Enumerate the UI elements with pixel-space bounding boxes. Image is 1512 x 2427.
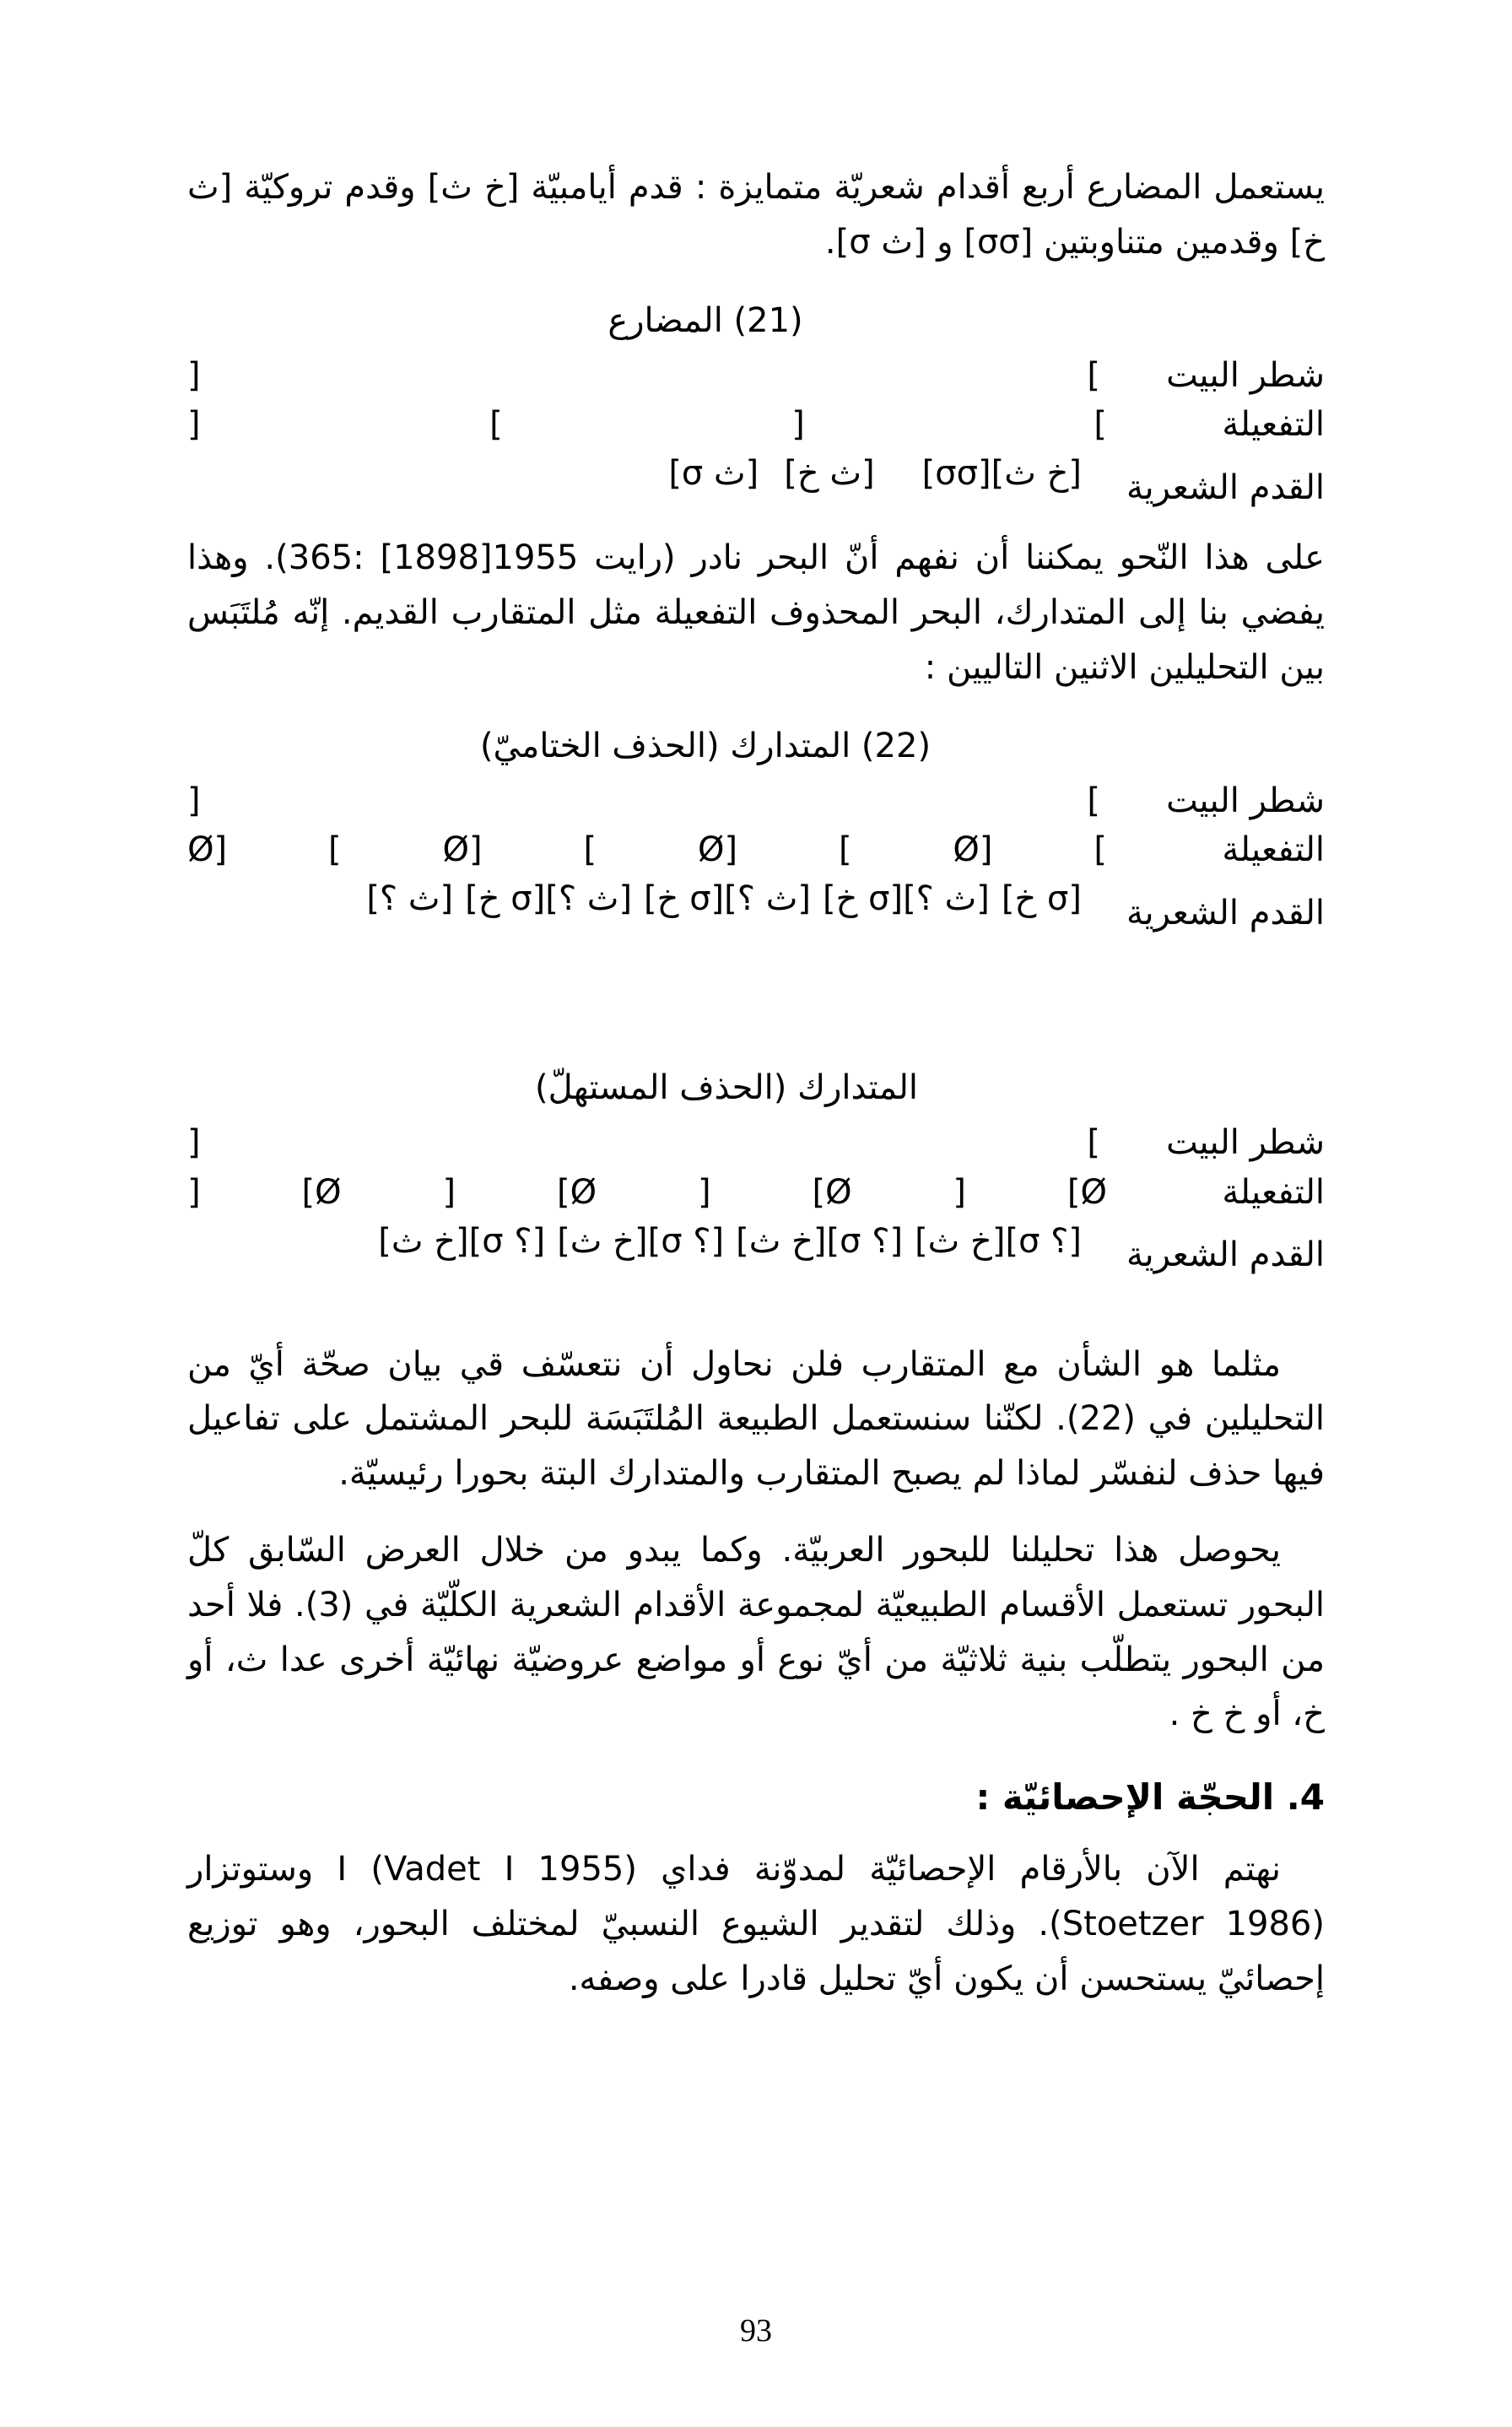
paragraph-after-example-21: على هذا النّحو يمكننا أن نفهم أنّ البحر نادر (رايت 1955[1898] :365). وهذا يفضي بنا إلى المتدارك، البحر المحذوف التفعيلة مثل المتقارب القديم. إنّه مُلتَبَس بين التحليلين الاثنين التاليين : (187, 538, 1326, 687)
section-heading-4: 4. الحجّة الإحصائيّة : (975, 1776, 1325, 1819)
example-22-row-foot (187, 874, 1325, 938)
bracket-cell: [Ø (442, 830, 483, 869)
foot-cell: [خ ث] (736, 1221, 827, 1261)
foot-cell: [σσ] (921, 454, 991, 494)
row-cells-foot (187, 449, 1107, 498)
row-label-hemistich: شطر البيت (1166, 355, 1325, 395)
foot-cell: [ث ؟] (545, 879, 633, 919)
example-22b-row-hemistich (187, 1118, 1325, 1167)
bracket-cell: ] (328, 830, 342, 869)
vertical-gap (187, 956, 1325, 1037)
spacer (903, 1217, 915, 1266)
bracket-cell: Ø] (301, 1172, 342, 1212)
foot-cell: [ث ؟] (724, 879, 811, 919)
paragraph-after-example-22-b: يحوصل هذا تحليلنا للبحور العربيّة. وكما يبدو من خلال العرض السّابق كلّ البحور تستعمل الأقسام الطبيعيّة لمجموعة الأقدام الشعرية الكلّيّة في (3). فلا أحد من البحور يتطلّب بنية ثلاثيّة من أيّ نوع أو مواضع عروضيّة نهائيّة أخرى عدا ث، أو خ، أو خ خ . (187, 1531, 1325, 1734)
row-cells-tafila (187, 400, 1107, 449)
foot-cell: [خ ث] (915, 1221, 1006, 1261)
spacer (811, 874, 823, 923)
row-cells-hemistich (187, 1118, 1107, 1167)
spacer (453, 874, 465, 923)
row-cells-hemistich (187, 351, 1107, 400)
row-label-foot: القدم الشعرية (1126, 1235, 1325, 1275)
bracket-cell: [ (791, 404, 805, 444)
foot-cell: [؟ σ] (647, 1221, 725, 1261)
bracket-cell: Ø] (812, 1172, 852, 1212)
foot-cell: [σ خ] (465, 879, 546, 919)
example-22b-row-tafila (187, 1168, 1325, 1217)
foot-cell: [؟ σ] (1005, 1221, 1082, 1261)
spacer (1082, 1217, 1107, 1266)
row-label-foot: القدم الشعرية (1126, 893, 1325, 932)
row-label-tafila: التفعيلة (1222, 830, 1325, 869)
spacer (545, 1217, 557, 1266)
bracket-cell: Ø] (1066, 1172, 1107, 1212)
bracket-cell: [ (697, 1172, 711, 1212)
bracket-cell: ] (1087, 781, 1100, 820)
bracket-cell: [Ø (953, 830, 993, 869)
row-cells-foot (187, 1217, 1107, 1266)
row-cells-hemistich (187, 776, 1107, 825)
foot-cell: [ث ؟] (903, 879, 990, 919)
page-number: 93 (740, 2313, 772, 2349)
foot-cell: [خ ث] (378, 1221, 469, 1261)
foot-cell: [σ خ] (1001, 879, 1082, 919)
example-block-22 (187, 721, 1325, 938)
bracket-cell: ] (838, 830, 852, 869)
foot-cell: [؟ σ] (468, 1221, 546, 1261)
spacer (875, 449, 922, 498)
bracket-cell: [Ø (187, 830, 228, 869)
example-block-21 (187, 295, 1325, 513)
example-22-row-tafila (187, 825, 1325, 874)
bracket-cell: [ (187, 1172, 201, 1212)
spacer (1082, 449, 1107, 498)
example-22b-title: المتدارك (الحذف المستهلّ) (534, 1068, 919, 1108)
foot-cell: [خ ث] (557, 1221, 648, 1261)
paragraph-after-example-22-a: مثلما هو الشأن مع المتقارب فلن نحاول أن نتعسّف قي بيان صحّة أيّ من التحليلين في (22). لكنّنا سنستعمل الطبيعة المُلتَبَسَة للبحر المشتمل على تفاعيل فيها حذف لنفسّر لماذا لم يصبح المتقارب والمتدارك البتة بحورا رئيسيّة. (187, 1344, 1325, 1494)
foot-cell: [ث σ] (668, 454, 759, 494)
bracket-cell: ] (489, 404, 503, 444)
bracket-cell: ] (1087, 355, 1100, 395)
spacer (632, 874, 644, 923)
foot-cell: [σ خ] (644, 879, 725, 919)
spacer (759, 449, 784, 498)
example-21-title: (21) المضارع (608, 300, 803, 340)
bracket-cell: Ø] (557, 1172, 597, 1212)
foot-cell: [ث خ] (784, 454, 875, 494)
row-label-tafila: التفعيلة (1222, 404, 1325, 444)
example-22-row-hemistich (187, 776, 1325, 825)
spacer (1082, 874, 1107, 923)
foot-cell: [خ ث] (991, 454, 1082, 494)
example-22b-row-foot (187, 1217, 1325, 1280)
row-cells-tafila (187, 1168, 1107, 1217)
bracket-cell: [ (187, 1123, 201, 1163)
example-22-title: (22) المتدارك (الحذف الختاميّ) (479, 726, 932, 765)
bracket-cell: [ (442, 1172, 456, 1212)
row-cells-foot (187, 874, 1107, 923)
bracket-cell: [Ø (697, 830, 738, 869)
row-label-tafila: التفعيلة (1222, 1172, 1325, 1212)
bracket-cell: [ (187, 781, 201, 820)
example-21-row-tafila (187, 400, 1325, 449)
foot-cell: [σ خ] (822, 879, 904, 919)
spacer (724, 1217, 736, 1266)
paragraph-intro: يستعمل المضارع أربع أقدام شعريّة متمايزة : قدم أيامبيّة [خ ث] وقدم تروكيّة [ث خ] وقدمين متناوبتين [σσ] و [ث σ]. (187, 168, 1325, 262)
row-cells-tafila (187, 825, 1107, 874)
bracket-cell: ] (1087, 1123, 1100, 1163)
foot-cell: [؟ σ] (826, 1221, 904, 1261)
foot-cell: [ث ؟] (366, 879, 454, 919)
row-label-hemistich: شطر البيت (1166, 781, 1325, 820)
bracket-cell: [ (187, 355, 201, 395)
bracket-cell: ] (583, 830, 597, 869)
spacer (990, 874, 1002, 923)
paragraph-after-section-4: نهتم الآن بالأرقام الإحصائيّة لمدوّنة فداي I (Vadet I 1955) وستوتزار (Stoetzer 1986). وذلك لتقدير الشيوع النسبيّ لمختلف البحور، وهو توزيع إحصائيّ يستحسن أن يكون أيّ تحليل قادرا على وصفه. (187, 1850, 1325, 1998)
example-21-row-foot (187, 449, 1325, 512)
bracket-cell: ] (1094, 404, 1107, 444)
row-label-hemistich: شطر البيت (1166, 1123, 1325, 1163)
example-block-22b (187, 1062, 1325, 1280)
vertical-gap (187, 1299, 1325, 1338)
bracket-cell: [ (953, 1172, 967, 1212)
row-label-foot: القدم الشعرية (1126, 468, 1325, 507)
bracket-cell: ] (1094, 830, 1107, 869)
example-21-row-hemistich (187, 351, 1325, 400)
bracket-cell: [ (187, 404, 201, 444)
